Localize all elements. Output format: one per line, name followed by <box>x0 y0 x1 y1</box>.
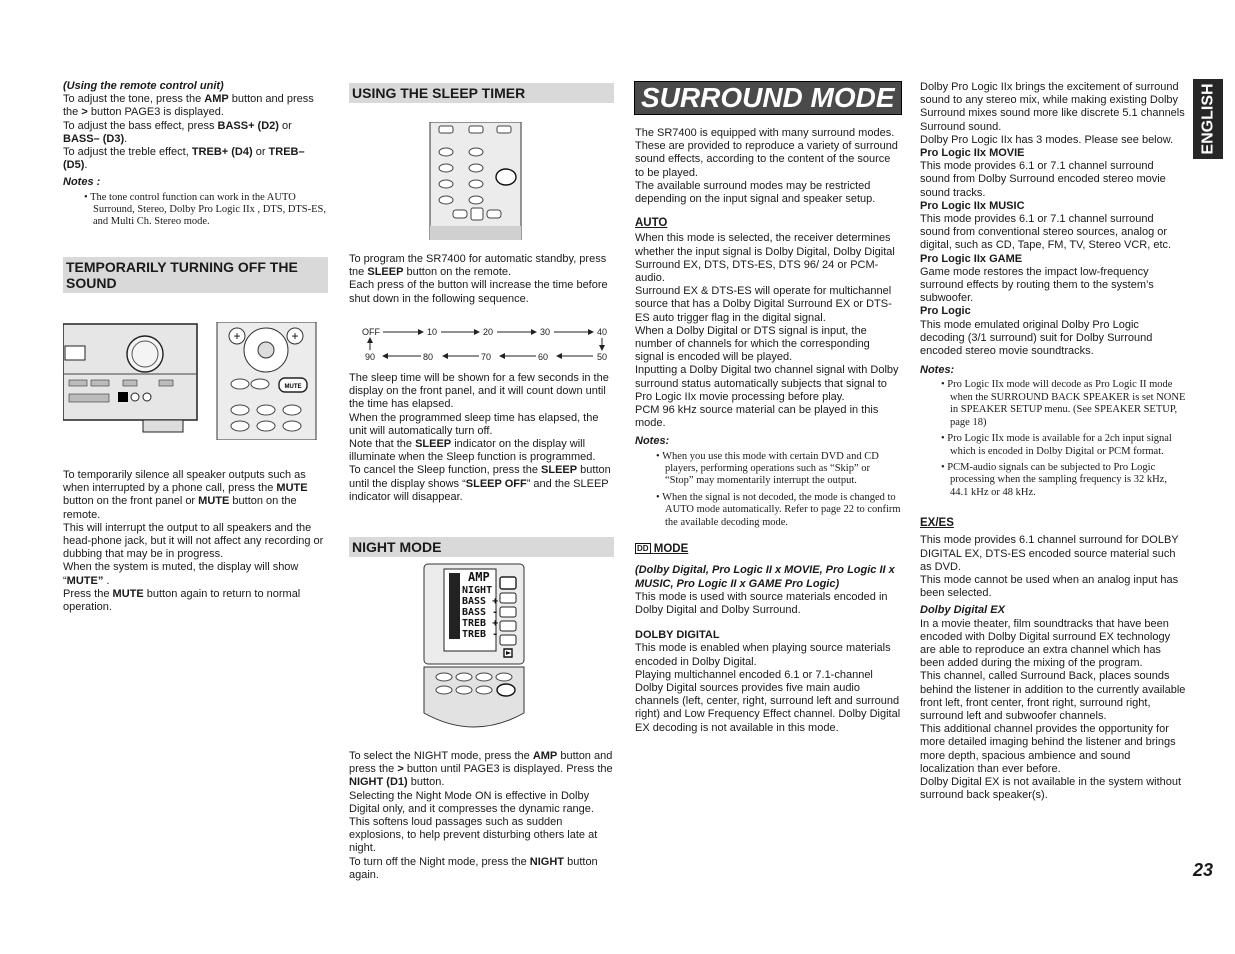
dolby-logo-icon: DD <box>637 544 649 554</box>
seq-top-3: 30 <box>540 327 551 337</box>
ddex-heading: Dolby Digital EX <box>920 604 1005 617</box>
auto-note-2: • When the signal is not decoded, the mode is changed to AUTO mode automatically. Refer to page 22 to confirm the available decoding mode. <box>656 491 901 528</box>
lcd-line-0: AMP <box>468 570 490 584</box>
column-4: Dolby Pro Logic IIx brings the excitement of surround sound to any stereo mix, while making existing Dolby Surround mixes sound more like discrete 5.1 channels Surround sound. Dolby Pro Logic IIx has 3 modes. Please see below. Pro Logic IIx MOVIE This mode provides 6.1 or 7.1 channel surround sound from Dolby Surround encoded stereo movie sound tracks. Pro Logic IIx MUSIC This mode provides 6.1 or 7.1 channel surround sound from conventional stereo sources, analog or digital, such as CD, Tape, FM, TV, Stereo VCR, etc. Pro Logic IIx GAME Game mode restores the impact low-frequency surround effects by routing them to the system’s subwoofer. Pro Logic This mode emulated original Dolby Pro Logic decoding (3/1 surround) suit for Dolby Surround encoded stereo movie soundtracks. Notes: • Pro Logic IIx mode will decode as Pro Logic II mode when the SURROUND BACK SPEAKER is set NONE in SPEAKER SETUP menu. (See SPEAKER SETUP, page 18) • Pro Logic IIx mode is available for a 2ch input signal which is encoded in Dolby Digital or PCM format. • PCM-audio signals can be subjected to Pro Logic processing when the sampling frequency is 32 kHz, 44.1 kHz or 48 kHz. EX/ES This mode provides 6.1 channel surround for DOLBY DIGITAL EX, DTS-ES encoded source material such as DVD. This mode cannot be used when an analog input has been selected. Dolby Digital EX In a movie theater, film soundtracks that have been encoded with Dolby Digital surround EX technology are able to reproduce an extra channel which has been added during the mixing of the program. This channel, called Surround Back, places sounds behind the listener in addition to the currently available front left, front center, front right, surround right, surround left and subwoofer channels. This additional channel provides the opportunity for more detailed imaging behind the listener and brings more depth, spacious ambience and sound localization than ever before. Dolby Digital EX is not available in the system without surround back speaker(s). <box>920 81 1186 802</box>
game-heading: Pro Logic IIx GAME <box>920 252 1023 265</box>
remote-sleep-image <box>429 122 522 240</box>
night-heading: NIGHT MODE <box>349 537 614 557</box>
svg-text:+: + <box>291 329 299 343</box>
seq-bottom-1: 80 <box>423 352 434 362</box>
remote-mute-image <box>215 322 318 440</box>
column-1 <box>63 80 329 233</box>
page-title: SURROUND MODE <box>634 81 902 115</box>
auto-note-1: • When you use this mode with certain DVD and CD players, performing operations such as “Skip” or “Stop” may momentarily interrupt the output. <box>656 450 879 487</box>
lcd-line-1: NIGHT <box>462 585 493 596</box>
seq-top-4: 40 <box>597 327 608 337</box>
front-panel-image <box>63 322 198 434</box>
treble-paragraph: To adjust the treble effect, TREB+ (D4) or TREB– (D5). <box>63 146 305 172</box>
seq-bottom-4: 50 <box>597 352 608 362</box>
remote-heading: (Using the remote control unit) <box>63 80 224 92</box>
night-text: To select the NIGHT mode, press the AMP button and press the > button until PAGE3 is displayed. Press the NIGHT (D1) button. Selecting the Night Mode ON is effective in Dolby Digital only, and it compresses the dynamic range. This softens loud passages such as sudden explosions, to help prevent disturbing others late at night. To turn off the Night mode, press the NIGHT button again. <box>349 750 613 881</box>
language-tab-label: ENGLISH <box>1199 83 1217 155</box>
mute-button-label: MUTE <box>284 384 302 390</box>
dd-mode-heading: DD MODE <box>637 543 689 556</box>
lcd-line-4: TREB + <box>462 618 499 629</box>
movie-heading: Pro Logic IIx MOVIE <box>920 147 1025 160</box>
tone-paragraph: To adjust the tone, press the AMP button and press the > button PAGE3 is displayed. <box>63 93 314 119</box>
dolby-digital-heading: DOLBY DIGITAL <box>635 629 720 642</box>
seq-bottom-2: 70 <box>481 352 492 362</box>
sleep-text: The sleep time will be shown for a few seconds in the display on the front panel, and it will count down until the time has elapsed. When the programmed sleep time has elapsed, the unit will automatically turn off. Note that the SLEEP indicator on the display will illuminate when the Sleep function is programmed. To cancel the Sleep function, press the SLEEP button until the display shows “SLEEP OFF” and the SLEEP indicator will disappear. <box>349 372 611 503</box>
svg-text:+: + <box>233 329 241 343</box>
pro-logic-heading: Pro Logic <box>920 305 971 318</box>
bass-paragraph: To adjust the bass effect, press BASS+ (D2) or BASS– (D3). <box>63 119 292 145</box>
seq-bottom-3: 60 <box>538 352 549 362</box>
mute-text: To temporarily silence all speaker outputs such as when interrupted by a phone call, press the MUTE button on the front panel or MUTE button on the remote. This will interrupt the output to all speakers and the head-phone jack, but it will not affect any recording or dubbing that may be in progress. When the system is muted, the display will show “MUTE” . Press the MUTE button again to return to normal operation. <box>63 469 324 614</box>
column-3: The SR7400 is equipped with many surround modes. These are provided to reproduce a variety of surround sound effects, according to the content of the source to be played. The available surround modes may be restricted depending on the input signal and speaker setup. AUTO When this mode is selected, the receiver determines whether the input signal is Dolby Digital, Dolby Digital Surround EX, DTS, DTS-ES, DTS 96/ 24 or PCM-audio. Surround EX & DTS-ES will operate for multichannel source that has a Dolby Digital Surround EX or DTS-ES auto trigger flag in the digital signal. When a Dolby Digital or DTS signal is input, the number of channels for which the corresponding signal is encoded will be played. Inputting a Dolby Digital two channel signal with Dolby surround status automatically subjects that signal to Pro Logic IIx movie processing before play. PCM 96 kHz source material can be played in this mode. Notes: • When you use this mode with certain DVD and CD players, performing operations such as “Skip” or “Stop” may momentarily interrupt the output. • When the signal is not decoded, the mode is changed to AUTO mode automatically. Refer to page 22 to confirm the available decoding mode. DD MODE (Dolby Digital, Pro Logic II x MOVIE, Pro Logic II x MUSIC, Pro Logic II x GAME Pro Logic) This mode is used with source materials encoded in Dolby Digital and Dolby Surround. DOLBY DIGITAL This mode is enabled when playing source materials encoded in Dolby Digital. Playing multichannel encoded 6.1 or 7.1-channel Dolby Digital sources provides five main audio channels (left, center, right, surround left and surround right) and Low Frequency Effect channel. Dolby Digital EX decoding is not available in this mode. <box>635 127 901 734</box>
seq-top-2: 20 <box>483 327 494 337</box>
note-tone: • The tone control function can work in the AUTO Surround, Stereo, Dolby Pro Logic IIx , DTS, DTS-ES, and Multi Ch. Stereo mode. <box>84 191 327 228</box>
sleep-intro: To program the SR7400 for automatic standby, press tne SLEEP button on the remote. Each press of the button will increase the time before shut down in the following sequence. <box>349 253 608 305</box>
sleep-heading: USING THE SLEEP TIMER <box>349 83 614 103</box>
lcd-line-3: BASS - <box>462 607 499 618</box>
pl-notes-label: Notes: <box>920 364 955 377</box>
sleep-sequence-diagram <box>355 322 617 364</box>
language-tab <box>1193 79 1223 159</box>
auto-heading: AUTO <box>635 217 668 230</box>
page-number: 23 <box>1193 860 1214 880</box>
remote-night-image <box>422 563 526 735</box>
lcd-line-2: BASS + <box>462 596 499 607</box>
lcd-line-5: TREB - <box>462 629 499 640</box>
seq-top-0: OFF <box>362 327 380 337</box>
auto-notes-label: Notes: <box>635 435 670 448</box>
seq-bottom-0: 90 <box>365 352 376 362</box>
mute-heading: TEMPORARILY TURNING OFF THE SOUND <box>63 257 328 293</box>
exes-heading: EX/ES <box>920 517 954 530</box>
seq-top-1: 10 <box>427 327 438 337</box>
music-heading: Pro Logic IIx MUSIC <box>920 199 1025 212</box>
notes-label: Notes : <box>63 176 101 189</box>
